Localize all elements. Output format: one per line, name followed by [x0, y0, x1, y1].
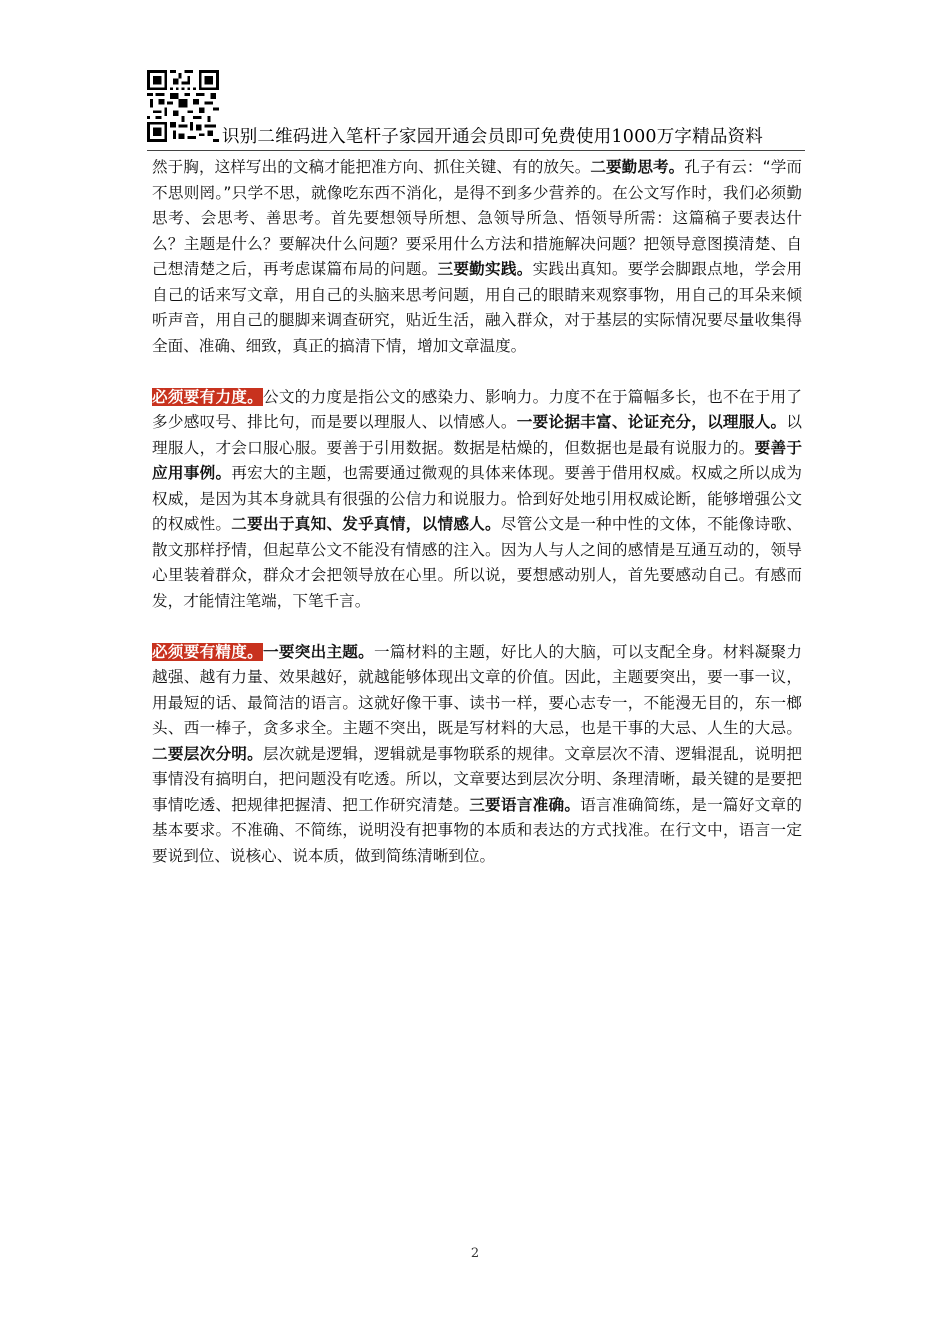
paragraph: [152, 385, 802, 615]
paragraph-text: 然于胸，这样写出的文稿才能把准方向、抓住关键、有的放矢。: [152, 158, 591, 176]
paragraph-text: 层次就是逻辑，逻辑就是事物联系的规律。文章层次不清、逻辑混乱，说明把事情没有搞明白，把问题没有吃透。所以，文章要达到层次分明、条理清晰，最关键的是要把事情吃透、把规律把握清、把工作研究清楚。: [152, 744, 802, 814]
point-heading: 二要勤思考。: [590, 158, 685, 176]
point-heading: 一要论据丰富、论证充分，以理服人。: [516, 413, 787, 431]
point-heading: 三要语言准确。: [469, 795, 581, 814]
paragraph-text: 以理服人，才会口服心服。要善于引用数据。数据是枯燥的，但数据也是最有说服力的。: [152, 413, 802, 457]
point-heading: 三要勤实践。: [437, 260, 533, 278]
qr-code-icon[interactable]: [147, 70, 219, 142]
page-number: 2: [470, 1246, 480, 1261]
point-heading: 二要出于真知、发乎真情，以情感人。: [231, 515, 501, 533]
document-body: [152, 155, 802, 895]
section-heading: 必须要有力度。: [152, 387, 264, 406]
point-heading: 二要层次分明。: [152, 744, 264, 763]
paragraph: [152, 155, 802, 359]
paragraph-text: 语言准确简练，是一篇好文章的基本要求。不准确、不简练，说明没有把事物的本质和表达的方式找准。在行文中，语言一定要说到位、说核心、说本质，做到简练清晰到位。: [152, 795, 802, 865]
paragraph-text: 孔子有云：“学而不思则罔。”只学不思，就像吃东西不消化，是得不到多少营养的。在公文写作时，我们必须勤思考、会思考、善思考。首先要想领导所想、急领导所急、悟领导所需：这篇稿子要表达什么？主题是什么？要解决什么问题？要采用什么方法和措施解决问题？把领导意图摸清楚、自己想清楚之后，再考虑谋篇布局的问题。: [152, 158, 802, 278]
header-banner: 识别二维码进入笔杆子家园开通会员即可免费使用1000万字精品资料: [222, 127, 763, 147]
header-rule: [147, 150, 805, 151]
paragraph-text: 一篇材料的主题，好比人的大脑，可以支配全身。材料凝聚力越强、越有力量、效果越好，就越能够体现出文章的价值。因此，主题要突出，要一事一议，用最短的话、最简洁的语言。这就好像干事、读书一样，要心志专一，不能漫无目的，东一榔头、西一棒子，贪多求全。主题不突出，既是写材料的大忌，也是干事的大忌、人生的大忌。: [152, 642, 802, 737]
section-heading: 必须要有精度。: [152, 642, 264, 661]
paragraph-text: 实践出真知。要学会脚跟点地，学会用自己的话来写文章，用自己的头脑来思考问题，用自己的眼睛来观察事物，用自己的耳朵来倾听声音，用自己的腿脚来调查研究，贴近生活，融入群众，对于基层的实际情况要尽量收集得全面、准确、细致，真正的搞清下情，增加文章温度。: [152, 260, 802, 355]
paragraph-text: 公文的力度是指公文的感染力、影响力。力度不在于篇幅多长，也不在于用了多少感叹号、排比句，而是要以理服人、以情感人。: [152, 387, 802, 431]
paragraph: [152, 640, 802, 870]
point-heading: 一要突出主题。: [263, 642, 375, 661]
paragraph-text: 再宏大的主题，也需要通过微观的具体来体现。要善于借用权威。权威之所以成为权威，是因为其本身就具有很强的公信力和说服力。恰到好处地引用权威论断，能够增强公文的权威性。: [152, 464, 802, 533]
paragraph-text: 尽管公文是一种中性的文体，不能像诗歌、散文那样抒情，但起草公文不能没有情感的注入。因为人与人之间的感情是互通互动的，领导心里装着群众，群众才会把领导放在心里。所以说，要想感动别人，首先要感动自己。有感而发，才能情注笔端，下笔千言。: [152, 515, 802, 610]
point-heading: 要善于应用事例。: [152, 438, 802, 482]
